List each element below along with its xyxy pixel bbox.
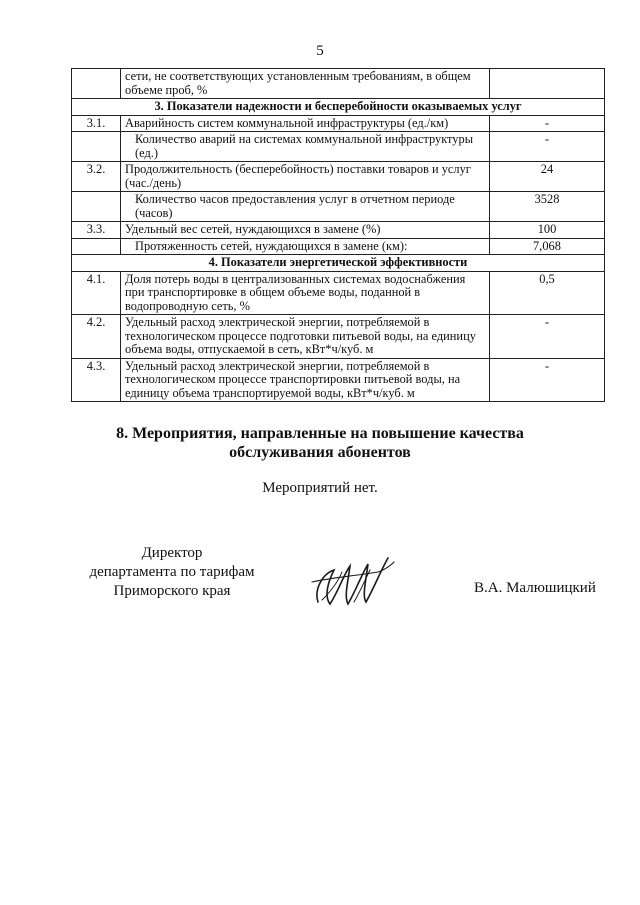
- row-description: Удельный расход электрической энергии, потребляемой в технологическом процессе подготовки питьевой воды, на единицу объема воды, отпускаемой в сеть, кВт*ч/куб. м: [121, 315, 490, 359]
- signer-title-line-1: Директор: [141, 545, 203, 561]
- row-number: 4.2.: [72, 315, 121, 359]
- row-number: 3.3.: [72, 222, 121, 239]
- page-number: 5: [316, 43, 324, 59]
- row-description: Доля потерь воды в централизованных системах водоснабжения при транспортировке в общем объеме воды, поданной в водопроводную сеть, %: [121, 271, 490, 315]
- handwritten-signature: [308, 552, 398, 612]
- row-value: 3528: [490, 192, 605, 222]
- row-number: [72, 69, 121, 99]
- row-description: Количество аварий на системах коммунальной инфраструктуры (ед.): [121, 132, 490, 162]
- section-header-row: [72, 99, 605, 116]
- row-number: [72, 132, 121, 162]
- table-row: [72, 222, 605, 239]
- table-row: [72, 69, 605, 99]
- table-row: [72, 358, 605, 402]
- section-8-heading: [0, 424, 640, 462]
- row-value: 24: [490, 162, 605, 192]
- row-number: 4.1.: [72, 271, 121, 315]
- indicators-table-body: [72, 69, 605, 402]
- row-value: -: [490, 115, 605, 132]
- section-8-heading-line-1: 8. Мероприятия, направленные на повышение качества: [116, 425, 524, 442]
- row-number: [72, 238, 121, 255]
- signer-title-line-2: департамента по тарифам: [89, 564, 255, 580]
- row-number: 3.2.: [72, 162, 121, 192]
- row-number: 3.1.: [72, 115, 121, 132]
- row-description: Количество часов предоставления услуг в отчетном периоде (часов): [121, 192, 490, 222]
- section-title: 3. Показатели надежности и бесперебойности оказываемых услуг: [72, 99, 605, 116]
- table-row: [72, 271, 605, 315]
- row-value: 7,068: [490, 238, 605, 255]
- indicators-table: [71, 68, 605, 402]
- row-value: 0,5: [490, 271, 605, 315]
- row-value: -: [490, 315, 605, 359]
- row-number: 4.3.: [72, 358, 121, 402]
- row-description: Удельный вес сетей, нуждающихся в замене (%): [121, 222, 490, 239]
- row-value: -: [490, 132, 605, 162]
- section-header-row: [72, 255, 605, 272]
- table-row: [72, 132, 605, 162]
- row-description: Продолжительность (бесперебойность) поставки товаров и услуг (час./день): [121, 162, 490, 192]
- table-row: [72, 192, 605, 222]
- table-row: [72, 115, 605, 132]
- section-title: 4. Показатели энергетической эффективности: [72, 255, 605, 272]
- row-description: Протяженность сетей, нуждающихся в замене (км):: [121, 238, 490, 255]
- signer-title: [52, 544, 292, 601]
- table-row: [72, 238, 605, 255]
- signer-title-line-3: Приморского края: [113, 583, 231, 599]
- no-measures-text: Мероприятий нет.: [262, 480, 378, 496]
- table-row: [72, 315, 605, 359]
- row-description: сети, не соответствующих установленным требованиям, в общем объеме проб, %: [121, 69, 490, 99]
- table-row: [72, 162, 605, 192]
- section-8-heading-line-2: обслуживания абонентов: [229, 444, 411, 461]
- row-value: 100: [490, 222, 605, 239]
- row-number: [72, 192, 121, 222]
- row-value: [490, 69, 605, 99]
- row-description: Аварийность систем коммунальной инфраструктуры (ед./км): [121, 115, 490, 132]
- signer-name: В.А. Малюшицкий: [474, 580, 596, 596]
- row-description: Удельный расход электрической энергии, потребляемой в технологическом процессе транспортировки питьевой воды, на единицу объема транспортируемой воды, кВт*ч/куб. м: [121, 358, 490, 402]
- row-value: -: [490, 358, 605, 402]
